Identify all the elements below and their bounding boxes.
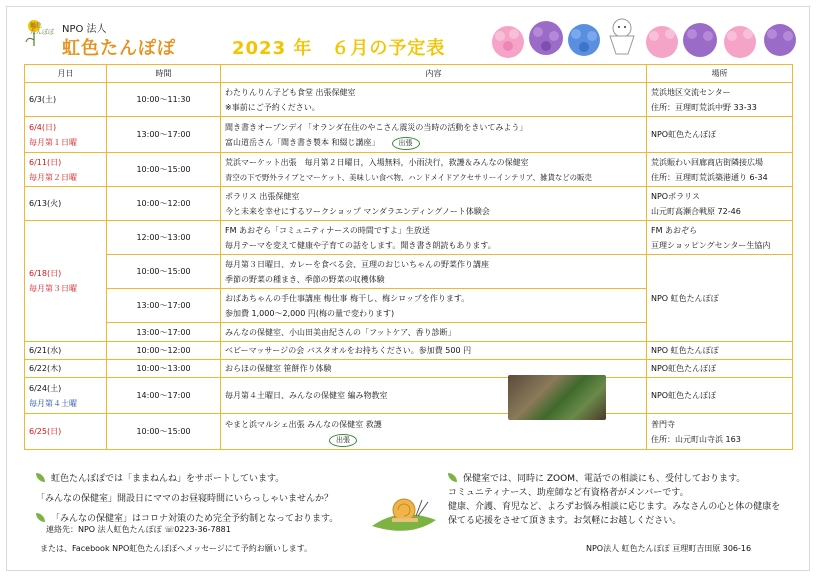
content-line: 富山道岳さん「聞き書き製本 和綴じ講座」 xyxy=(225,137,380,147)
content-line: わたりんりん子ども食堂 出張保健室 xyxy=(225,87,356,97)
col-header-place: 場所 xyxy=(647,65,793,83)
leaf-icon xyxy=(36,513,45,522)
place-line: 住所：亘理町荒浜中野 33-33 xyxy=(651,102,757,112)
content-line: みんなの保健室、小山田美由紀さんの「フットケア、香り診断」 xyxy=(225,327,456,337)
content-line: 季節の野菜の種まき、季節の野菜の収穫体験 xyxy=(225,274,385,284)
content-line: 今と未来を幸せにするワークショップ マンダラエンディングノート体験会 xyxy=(225,206,490,216)
place-line: 住所：山元町山寺浜 163 xyxy=(651,434,741,444)
date-text: 6/13(火) xyxy=(29,199,62,208)
schedule-table xyxy=(24,64,793,450)
row-content xyxy=(221,289,647,323)
date-text: 6/24(土) xyxy=(29,383,62,393)
row-time: 12:00～13:00 xyxy=(107,221,221,255)
place-line: NPO虹色たんぽぽ xyxy=(651,391,717,400)
row-time: 10:00～11:30 xyxy=(107,83,221,117)
row-place xyxy=(647,83,793,117)
content-line: ※事前にご予約ください。 xyxy=(225,102,320,112)
hydrangea-pink-icon xyxy=(492,26,524,58)
page-title: 2023 年 ６月の予定表 xyxy=(232,38,446,59)
row-place xyxy=(647,414,793,450)
date-text: 6/21(水) xyxy=(29,346,62,355)
date-text: 6/3(土) xyxy=(29,95,57,104)
logo-small-text xyxy=(30,22,54,36)
date-note: 毎月第２日曜 xyxy=(29,172,77,182)
row-place xyxy=(647,221,793,255)
place-line: NPO 虹色たんぽぽ xyxy=(651,293,719,303)
col-header-content: 内容 xyxy=(221,65,647,83)
row-time: 10:00～12:00 xyxy=(107,187,221,221)
sasamochi-photo xyxy=(508,375,606,420)
row-content xyxy=(221,83,647,117)
date-text: 6/25(日) xyxy=(29,427,62,436)
date-note: 毎月第３日曜 xyxy=(29,284,77,293)
hydrangea-purple-icon xyxy=(683,23,717,57)
facebook-note: または、Facebook NPO虹色たんぽぽへメッセージにて予約お願いします。 xyxy=(40,544,313,553)
table-header-row xyxy=(25,65,793,83)
date-note: 毎月第４土曜 xyxy=(29,398,77,408)
place-line: 住所：亘理町荒浜築港通り 6-34 xyxy=(651,172,768,182)
place-line: NPOポラリス xyxy=(651,191,700,201)
leaf-icon xyxy=(448,473,457,482)
row-place xyxy=(647,153,793,187)
row-content xyxy=(221,255,647,289)
place-line: 荒浜地区交流センター xyxy=(651,87,731,97)
table-row xyxy=(25,342,793,360)
row-date xyxy=(25,117,107,153)
row-place xyxy=(647,342,793,360)
dispatch-badge: 出張 xyxy=(392,137,420,150)
table-row xyxy=(25,83,793,117)
content-line: 毎月第３日曜日、カレーを食べる会、亘理のおじいちゃんの野菜作り講座 xyxy=(225,259,489,269)
row-date xyxy=(25,414,107,450)
row-content xyxy=(221,187,647,221)
row-date xyxy=(25,342,107,360)
date-text: 6/11(日) xyxy=(29,157,62,167)
content-line: 毎月テーマを変えて健康や子育ての話をします。聞き書き朗読もあります。 xyxy=(225,240,496,250)
dispatch-badge: 出張 xyxy=(329,434,357,447)
date-text: 6/22(木) xyxy=(29,364,62,373)
org-address: NPO法人 虹色たんぽぽ 亘理町吉田原 306-16 xyxy=(586,544,752,553)
date-note: 毎月第１日曜 xyxy=(29,137,77,147)
row-place xyxy=(647,255,793,342)
row-date xyxy=(25,187,107,221)
row-content xyxy=(221,221,647,255)
hydrangea-pink-icon xyxy=(724,26,756,58)
content-line: 聞き書きオープンデイ「オランダ在住のやこさん震災の当時の活動をきいてみよう」 xyxy=(225,122,528,132)
row-place xyxy=(647,360,793,378)
footer-line: 「みんなの保健室」開設日にママのお昼寝時間にいらっしゃいませんか？ xyxy=(36,494,334,504)
content-line: ポラリス 出張保健室 xyxy=(225,191,300,201)
footer-line: 保健室では、同時に ZOOM、電話での相談にも、受付しております。 xyxy=(463,474,746,484)
table-row xyxy=(25,187,793,221)
leaf-icon xyxy=(36,473,45,482)
table-row xyxy=(25,153,793,187)
row-date xyxy=(25,153,107,187)
content-line: おばあちゃんの手仕事講座 梅仕事 梅干し、梅シロップを作ります。 xyxy=(225,293,470,303)
footer-line: コミュニティナース、助産師など有資格者がメンバーです。 xyxy=(448,488,689,498)
footer-left xyxy=(36,472,338,526)
logo-small-line: たんぽぽ xyxy=(30,29,55,36)
row-time: 13:00～17:00 xyxy=(107,117,221,153)
hydrangea-purple-icon xyxy=(764,24,796,56)
npo-label: NPO 法人 xyxy=(62,24,107,35)
table-row xyxy=(25,221,793,255)
place-line: 亘理ショッピングセンター生協内 xyxy=(651,240,771,250)
content-line: おらほの保健室 笹餅作り体験 xyxy=(225,364,332,373)
place-line: NPO虹色たんぽぽ xyxy=(651,130,717,139)
footer-line: 「みんなの保健室」はコロナ対策のため完全予約制となっております。 xyxy=(51,514,339,524)
row-content xyxy=(221,117,647,153)
row-time: 10:00～15:00 xyxy=(107,255,221,289)
hydrangea-purple-icon xyxy=(529,21,563,55)
row-content xyxy=(221,342,647,360)
place-line: NPO虹色たんぽぽ xyxy=(651,364,717,373)
table-row xyxy=(25,255,793,289)
footer-right xyxy=(448,472,780,528)
teru-teru-bozu-icon xyxy=(610,19,634,54)
row-date xyxy=(25,360,107,378)
hydrangea-pink-icon xyxy=(646,26,678,58)
content-line: FM あおぞら「コミュニティナースの時間ですよ」生放送 xyxy=(225,225,430,235)
row-date xyxy=(25,83,107,117)
place-line: NPO 虹色たんぽぽ xyxy=(651,346,719,355)
org-name: 虹色たんぽぽ xyxy=(62,38,176,59)
content-line: ベビーマッサージの会 バスタオルをお持ちください。参加費 500 円 xyxy=(225,346,472,355)
footer-line: 虹色たんぽぽでは「ままねんね」をサポートしています。 xyxy=(51,474,285,484)
row-content xyxy=(221,323,647,342)
row-time: 10:00～15:00 xyxy=(107,153,221,187)
table-row xyxy=(25,360,793,378)
row-place xyxy=(647,117,793,153)
content-line: やまと浜マルシェ出張 みんなの保健室 救護 xyxy=(225,419,382,429)
row-time: 13:00～17:00 xyxy=(107,289,221,323)
row-date xyxy=(25,221,107,342)
row-time: 13:00～17:00 xyxy=(107,323,221,342)
place-line: 荒浜賑わい回廊商店街隣接広場 xyxy=(651,157,763,167)
content-line: 参加費 1,000～2,000 円(梅の量で変わります) xyxy=(225,308,395,318)
table-row xyxy=(25,378,793,414)
date-text: 6/18(日) xyxy=(29,269,62,278)
place-line: 山元町高瀬合戦原 72-46 xyxy=(651,206,741,216)
place-line: FM あおぞら xyxy=(651,225,698,235)
hydrangea-blue-icon xyxy=(568,24,600,56)
row-time: 10:00～13:00 xyxy=(107,360,221,378)
content-line: 青空の下で野外ライブとマーケット、美味しい食べ物、ハンドメイドアクセサリーインテリア、雑貨などの販売 xyxy=(225,172,592,182)
row-place xyxy=(647,378,793,414)
row-time: 14:00～17:00 xyxy=(107,378,221,414)
logo-small-line: 虹色 xyxy=(30,22,43,29)
table-row xyxy=(25,117,793,153)
content-line: 毎月第４土曜日、みんなの保健室 編み物教室 xyxy=(225,391,388,400)
row-time: 10:00～15:00 xyxy=(107,414,221,450)
snail-icon xyxy=(370,486,440,538)
row-place xyxy=(647,187,793,221)
row-date xyxy=(25,378,107,414)
footer-line: 保てる応援をさせて頂きます。お気軽にお越しください。 xyxy=(448,516,682,526)
table-row xyxy=(25,414,793,450)
contact-info: 連絡先：NPO 法人虹色たんぽぽ ☏0223-36-7881 xyxy=(46,525,231,534)
date-text: 6/4(日) xyxy=(29,122,57,132)
col-header-date: 月日 xyxy=(25,65,107,83)
col-header-time: 時間 xyxy=(107,65,221,83)
hydrangea-decoration xyxy=(488,14,808,64)
row-content xyxy=(221,153,647,187)
footer-line: 健康、介護、育児など、よろずお悩み相談に応じます。みなさんの心と体の健康を xyxy=(448,502,781,512)
row-time: 10:00～12:00 xyxy=(107,342,221,360)
content-line: 荒浜マーケット出張 毎月第２日曜日，入場無料，小雨決行，救護＆みんなの保健室 xyxy=(225,157,529,167)
place-line: 普門寺 xyxy=(651,419,675,429)
